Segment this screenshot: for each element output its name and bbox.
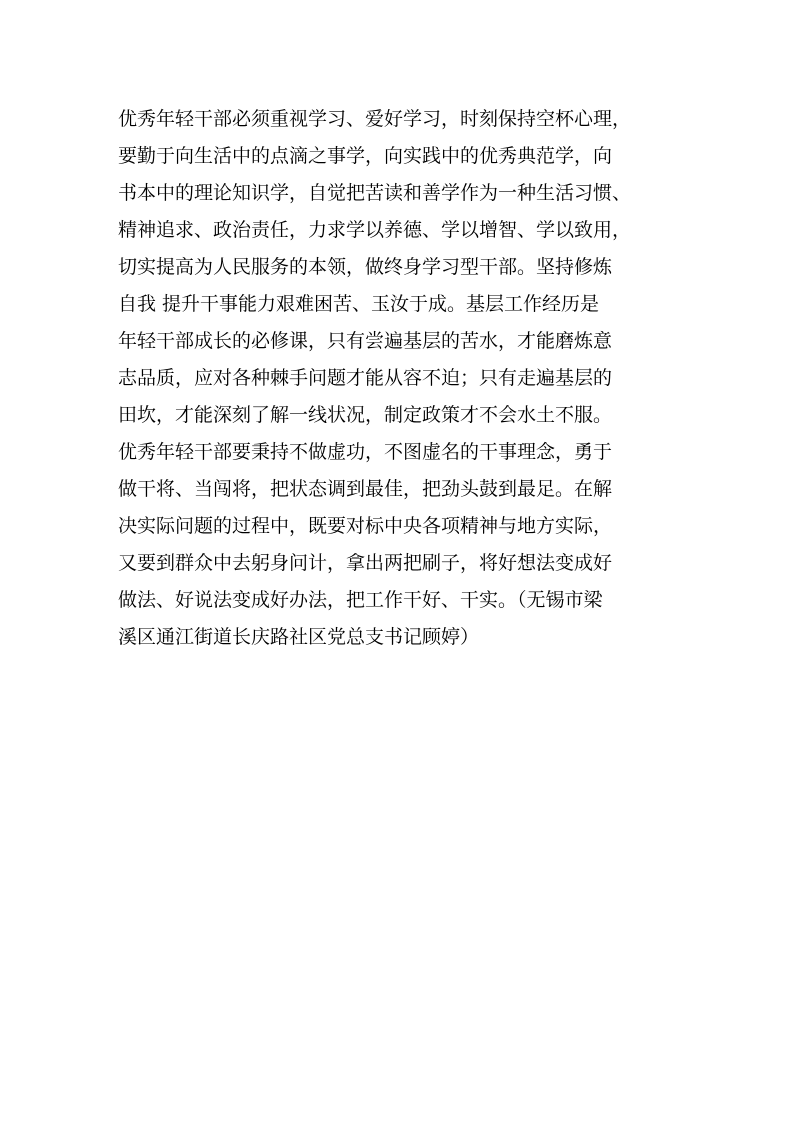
text-line: 优秀年轻干部要秉持不做虚功，不图虚名的干事理念，勇于	[118, 441, 613, 463]
text-line: 书本中的理论知识学，自觉把苦读和善学作为一种生活习惯、	[118, 182, 632, 204]
text-line: 优秀年轻干部必须重视学习、爱好学习，时刻保持空杯心理，	[118, 108, 632, 130]
text-line: 切实提高为人民服务的本领，做终身学习型干部。坚持修炼	[118, 256, 613, 278]
text-line: 精神追求、政治责任，力求学以养德、学以增智、学以致用，	[118, 219, 632, 241]
text-line: 做法、好说法变成好办法，把工作干好、干实。（无锡市梁	[118, 589, 603, 611]
text-line: 要勤于向生活中的点滴之事学，向实践中的优秀典范学，向	[118, 145, 613, 167]
text-line: 又要到群众中去躬身问计，拿出两把刷子，将好想法变成好	[118, 552, 613, 574]
text-line: 年轻干部成长的必修课，只有尝遍基层的苦水，才能磨炼意	[118, 330, 613, 352]
text-line: 志品质，应对各种棘手问题才能从容不迫；只有走遍基层的	[118, 367, 613, 389]
text-line: 做干将、当闯将，把状态调到最佳，把劲头鼓到最足。在解	[118, 478, 613, 500]
text-line: 溪区通江街道长庆路社区党总支书记顾婷）	[118, 626, 480, 648]
text-line: 决实际问题的过程中，既要对标中央各项精神与地方实际，	[118, 515, 613, 537]
text-line: 自我 提升干事能力艰难困苦、玉汝于成。基层工作经历是	[118, 293, 600, 315]
text-line: 田坎，才能深刻了解一线状况，制定政策才不会水土不服。	[118, 404, 613, 426]
